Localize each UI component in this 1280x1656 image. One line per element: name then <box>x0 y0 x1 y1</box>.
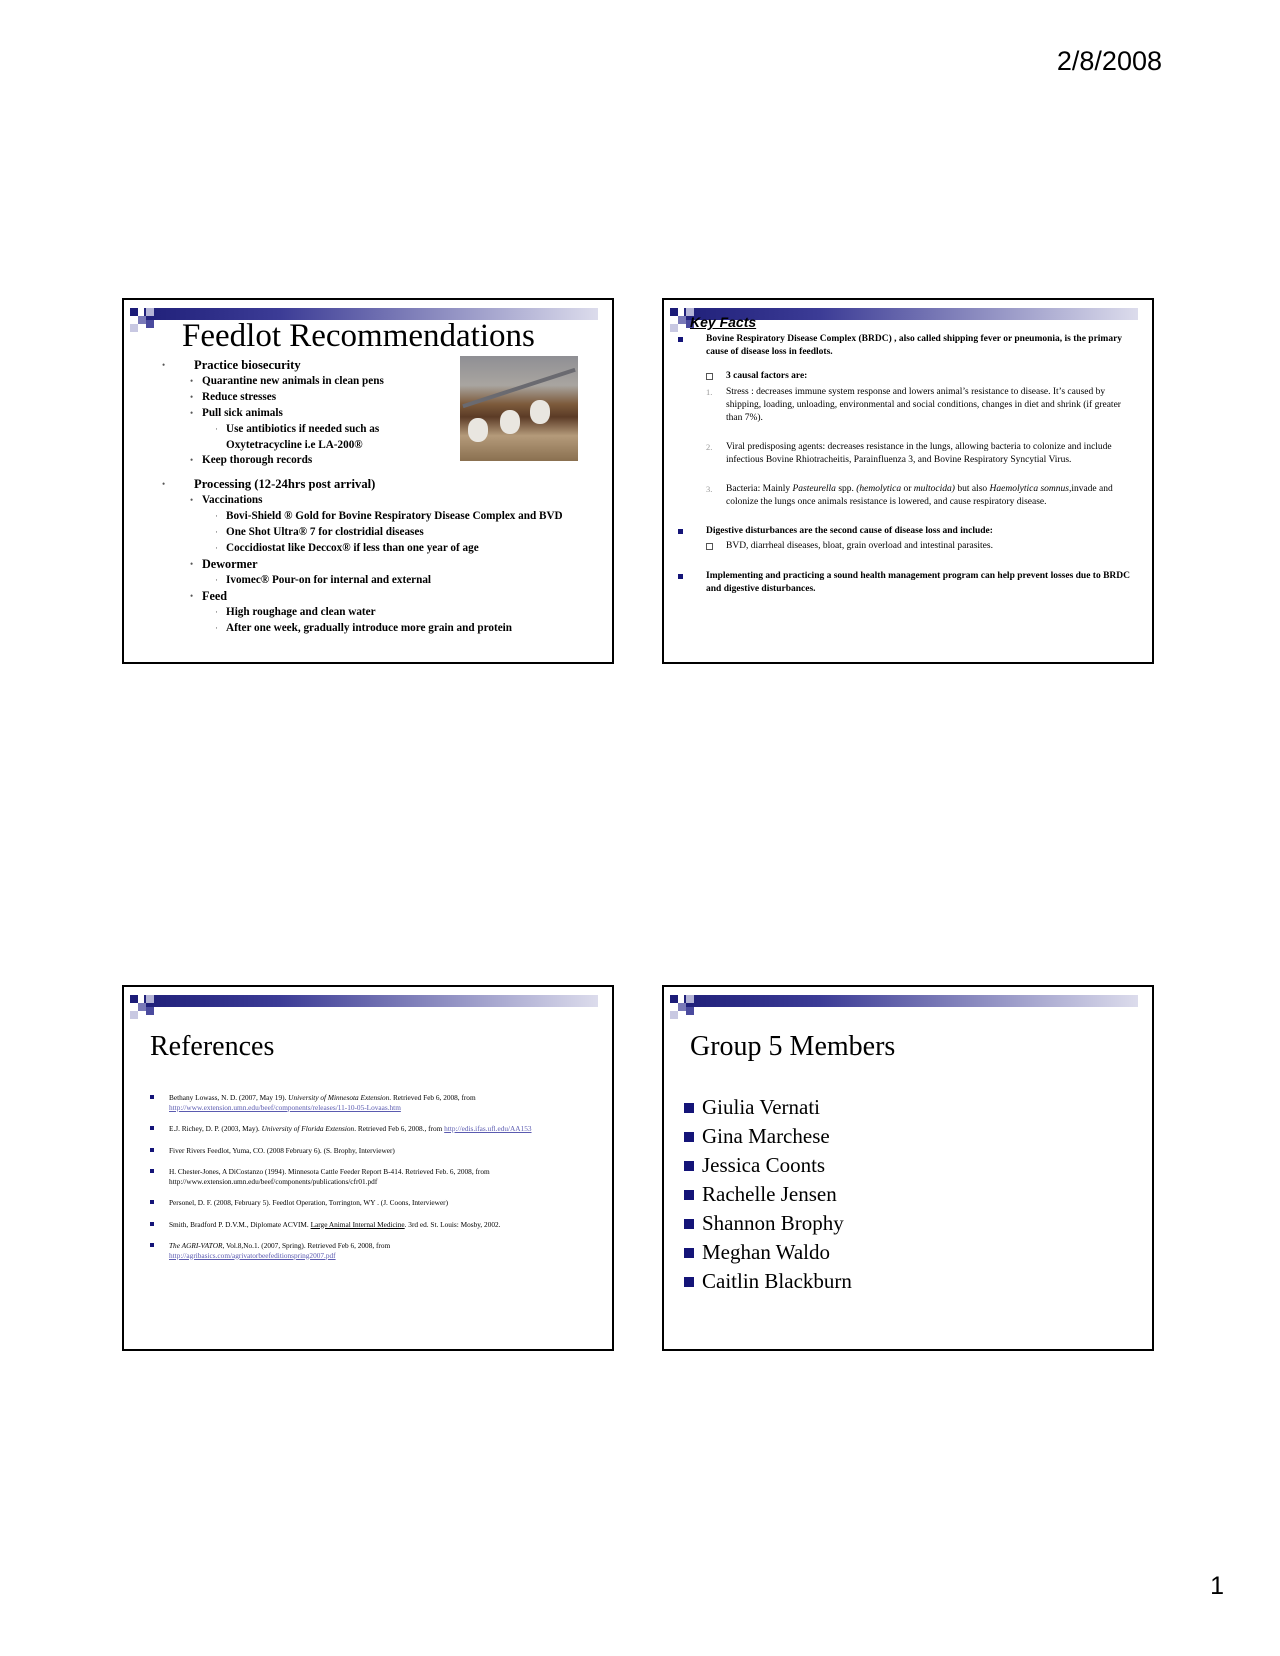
numbered-item: 2. Viral predisposing agents: decreases resistance in the lungs, allowing bacteria to colonize and include infectious Bovine Rhiotracheitis, Parainfluenza 3, and Bovine Respiratory Syncytial Virus. <box>706 442 1112 465</box>
bullet-line: • Reduce stresses <box>190 390 277 403</box>
reference-link[interactable]: http://edis.ifas.ufl.edu/AA153 <box>444 1124 532 1133</box>
reference-item: E.J. Richey, D. P. (2003, May). University of Florida Extension. Retrieved Feb 6, 2008., from http://edis.ifas.ufl.edu/AA153 <box>150 1124 590 1134</box>
decor-square <box>130 995 138 1003</box>
slide-feedlot-recommendations <box>122 298 614 664</box>
decor-square <box>670 1011 678 1019</box>
member-item: Jessica Coonts <box>684 1151 852 1180</box>
bullet-line: • Dewormer <box>190 556 258 571</box>
member-item: Shannon Brophy <box>684 1209 852 1238</box>
decor-square <box>678 316 686 324</box>
reference-item: H. Chester-Jones, A DiCostanzo (1994). Minnesota Cattle Feeder Report B-414. Retrieved Feb. 6, 2008, from http://www.extension.umn.edu/beef/components/publications/cfr01.pdf <box>150 1167 590 1186</box>
decor-square <box>130 1011 138 1019</box>
slide-title: Group 5 Members <box>690 1031 896 1062</box>
decor-square <box>146 1007 154 1015</box>
bullet-line: • Keep thorough records <box>190 454 313 467</box>
reference-item: Bethany Lowass, N. D. (2007, May 19). University of Minnesota Extension. Retrieved Feb 6, 2008, from http://www.extension.umn.edu/beef/components/releases/11-10-05-Lovaas.htm <box>150 1093 590 1112</box>
member-item: Meghan Waldo <box>684 1238 852 1267</box>
bullet-line: • Vaccinations <box>190 494 263 507</box>
reference-item: Smith, Bradford P. D.V.M., Diplomate ACVIM. Large Animal Internal Medicine. 3rd ed. St. Louis: Mosby, 2002. <box>150 1220 590 1230</box>
slide-title: References <box>150 1031 275 1062</box>
decor-square <box>686 1007 694 1015</box>
slide-body <box>674 333 1136 596</box>
bullet-line: · One Shot Ultra® 7 for clostridial diseases <box>215 526 424 539</box>
member-item: Gina Marchese <box>684 1122 852 1151</box>
bullet-line: • Quarantine new animals in clean pens <box>190 374 384 387</box>
bullet-line: • Processing (12-24hrs post arrival) <box>162 477 376 492</box>
slide-group-members <box>662 985 1154 1351</box>
member-item: Caitlin Blackburn <box>684 1267 852 1296</box>
member-item: Giulia Vernati <box>684 1093 852 1122</box>
decor-square <box>146 320 154 328</box>
bullet-paragraph: Bovine Respiratory Disease Complex (BRDC) , also called shipping fever or pneumonia, is the primary cause of disease loss in feedlots. <box>674 333 1136 359</box>
member-item: Rachelle Jensen <box>684 1180 852 1209</box>
reference-item: Personel, D. F. (2008, February 5). Feedlot Operation, Torrington, WY . (J. Coons, Interviewer) <box>150 1198 590 1208</box>
slide-header-band <box>144 995 598 1007</box>
bullet-line: • Pull sick animals <box>190 406 283 419</box>
decor-square <box>670 308 678 316</box>
decor-square <box>678 1003 686 1011</box>
bullet-line: · After one week, gradually introduce more grain and protein <box>215 621 512 634</box>
numbered-item: 3. Bacteria: Mainly Pasteurella spp. (hemolytica or multocida) but also Haemolytica somnus,invade and colonize the lungs once animals resistance is lowered, and cause respiratory disease. <box>706 484 1113 507</box>
bullet-line: • Practice biosecurity <box>162 358 301 372</box>
bullet-line: • Feed <box>190 588 228 603</box>
reference-item: Fiver Rivers Feedlot, Yuma, CO. (2008 February 6). (S. Brophy, Interviewer) <box>150 1146 590 1156</box>
reference-item: The AGRI-VATOR, Vol.8,No.1. (2007, Spring). Retrieved Feb 6, 2008, from http://agribasics.com/agrivatorbeefeditionspring2007.pdf <box>150 1241 590 1260</box>
decor-square <box>686 995 694 1003</box>
decor-square <box>138 1003 146 1011</box>
decor-square <box>146 308 154 316</box>
bullet-paragraph: Implementing and practicing a sound health management program can help prevent losses due to BRDC and digestive disturbances. <box>674 570 1136 596</box>
numbered-item: 1. Stress : decreases immune system response and lowers animal’s resistance to disease. It’s caused by shipping, loading, unloading, environmental and social conditions, changes in diet and shrink (if greater than 7%). <box>706 387 1121 423</box>
decor-square <box>130 308 138 316</box>
sub-bullet-paragraph: BVD, diarrheal diseases, bloat, grain overload and intestinal parasites. <box>674 540 1136 553</box>
bullet-line: · High roughage and clean water <box>215 605 376 618</box>
sub-bullet-paragraph: 3 causal factors are: <box>674 370 1136 383</box>
decor-square <box>138 316 146 324</box>
slide-references <box>122 985 614 1351</box>
bullet-line-continued: Oxytetracycline i.e LA-200® <box>226 438 363 451</box>
bullet-paragraph: Digestive disturbances are the second cause of disease loss and include: <box>674 525 1136 538</box>
decor-square <box>670 324 678 332</box>
bullet-line: · Ivomec® Pour-on for internal and external <box>215 573 432 586</box>
bullet-line: · Coccidiostat like Deccox® if less than one year of age <box>215 541 479 554</box>
slide-body <box>158 358 563 636</box>
bullet-line: · Use antibiotics if needed such as <box>215 422 380 435</box>
slide-header-band <box>684 995 1138 1007</box>
decor-square <box>670 995 678 1003</box>
reference-link[interactable]: http://www.extension.umn.edu/beef/components/releases/11-10-05-Lovaas.htm <box>169 1102 401 1112</box>
reference-link[interactable]: http://agribasics.com/agrivatorbeefeditionspring2007.pdf <box>169 1250 336 1260</box>
slide-key-facts <box>662 298 1154 664</box>
reference-list <box>150 1093 590 1272</box>
print-date: 2/8/2008 <box>1056 46 1162 76</box>
decor-square <box>146 995 154 1003</box>
page-number: 1 <box>1210 1572 1224 1600</box>
slide-title: Key Facts <box>690 314 757 330</box>
bullet-line: · Bovi-Shield ® Gold for Bovine Respiratory Disease Complex and BVD <box>215 510 563 523</box>
decor-square <box>130 324 138 332</box>
slide-title: Feedlot Recommendations <box>182 318 535 354</box>
member-list <box>684 1093 852 1296</box>
